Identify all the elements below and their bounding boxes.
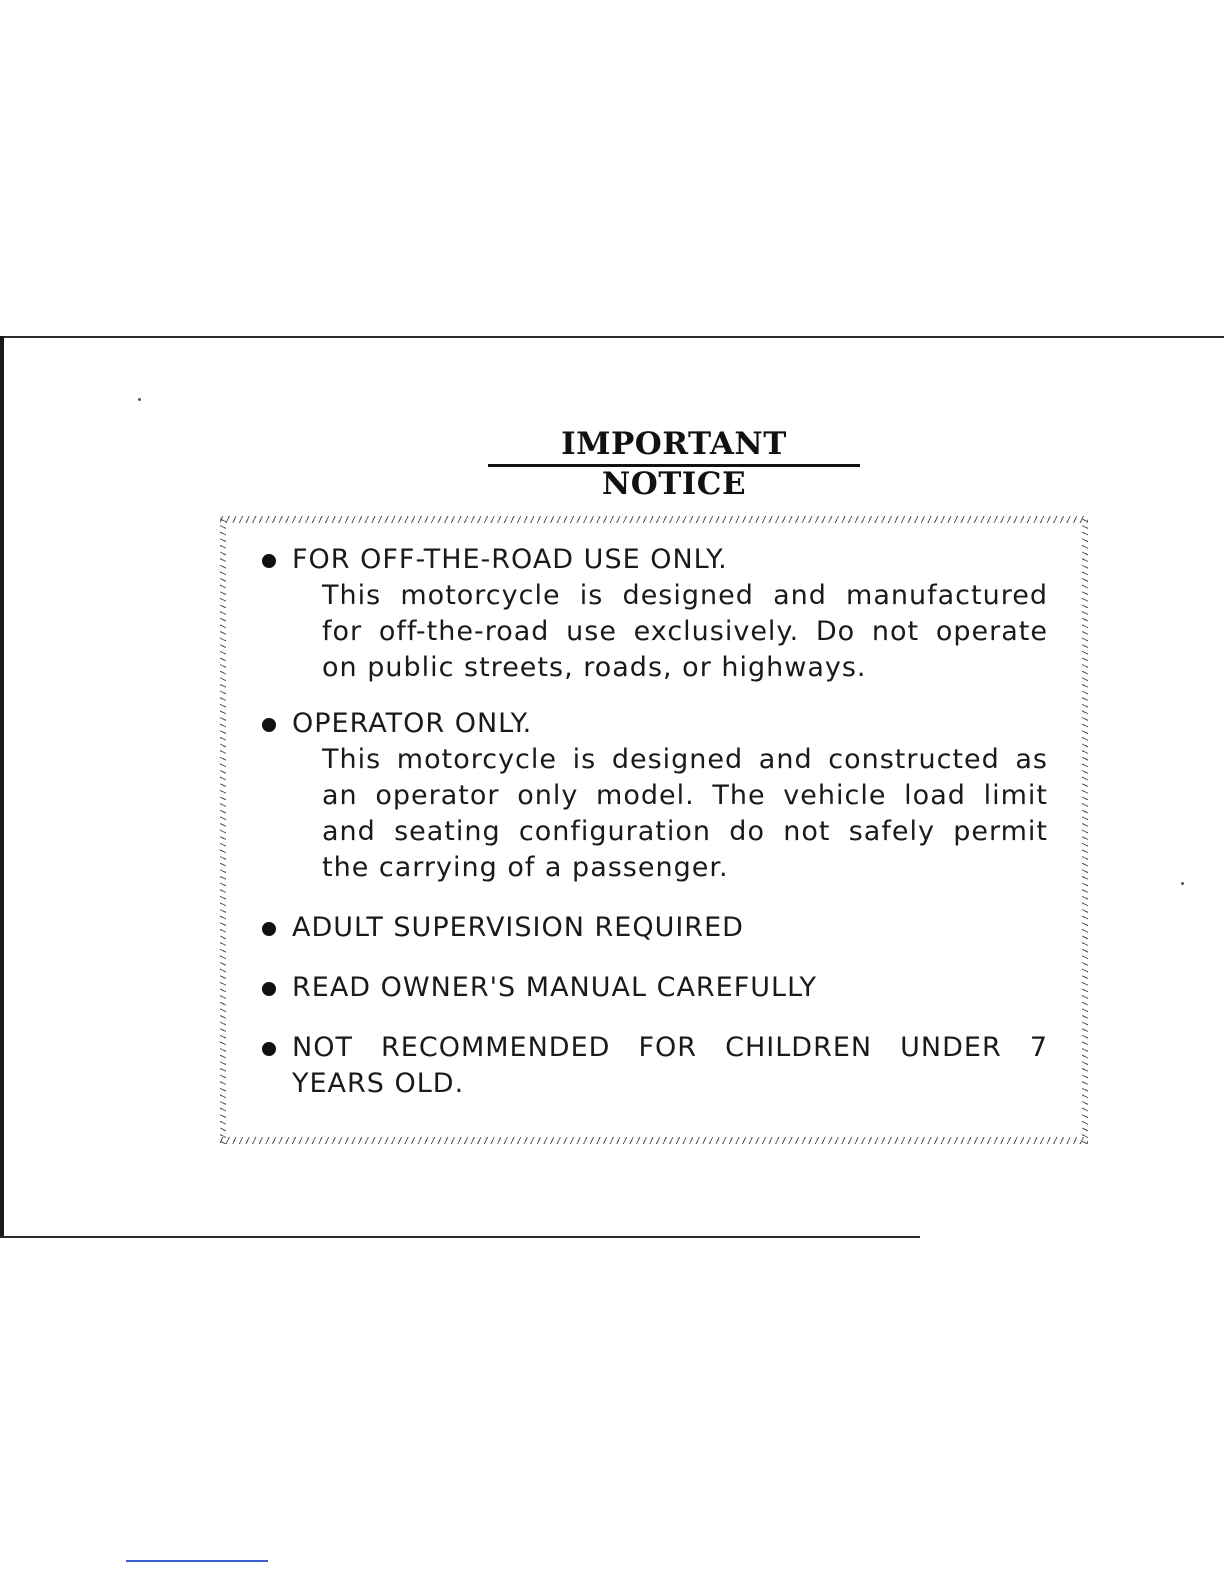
page-title: IMPORTANT NOTICE — [561, 426, 787, 502]
card-bottom-edge — [0, 1236, 920, 1238]
bullet-icon — [262, 1042, 276, 1056]
hatched-border-top — [220, 516, 1088, 523]
notice-box — [220, 516, 1088, 1144]
list-item — [258, 1030, 1048, 1102]
item-heading: FOR OFF-THE-ROAD USE ONLY. — [292, 544, 728, 575]
notice-list — [258, 542, 1048, 1122]
bottom-rule — [126, 1560, 268, 1562]
bullet-icon — [262, 554, 276, 568]
item-body: This motorcycle is designed and constructed as an operator only model. The vehicle load limit and seating configuration do not safely permit the carrying of a passenger. — [322, 744, 1048, 883]
bullet-icon — [262, 922, 276, 936]
item-heading: OPERATOR ONLY. — [292, 708, 533, 739]
hatched-border-bottom — [220, 1137, 1088, 1144]
hatched-border-left — [220, 516, 226, 1144]
scan-speck — [138, 398, 141, 401]
scan-speck — [1181, 882, 1184, 885]
item-heading: NOT RECOMMENDED FOR CHILDREN UNDER 7 YEARS OLD. — [292, 1032, 1048, 1099]
item-heading: READ OWNER'S MANUAL CAREFULLY — [292, 972, 818, 1003]
title-underline — [488, 464, 860, 467]
list-item — [258, 910, 1048, 946]
bullet-icon — [262, 982, 276, 996]
item-body: This motorcycle is designed and manufactured for off-the-road use exclusively. Do not operate on public streets, roads, or highways. — [322, 580, 1048, 683]
list-item — [258, 542, 1048, 686]
list-item — [258, 706, 1048, 886]
item-heading: ADULT SUPERVISION REQUIRED — [292, 912, 744, 943]
list-item — [258, 970, 1048, 1006]
card-top-edge — [0, 336, 1224, 338]
bullet-icon — [262, 718, 276, 732]
card-left-edge — [0, 336, 4, 1236]
hatched-border-right — [1082, 516, 1088, 1144]
